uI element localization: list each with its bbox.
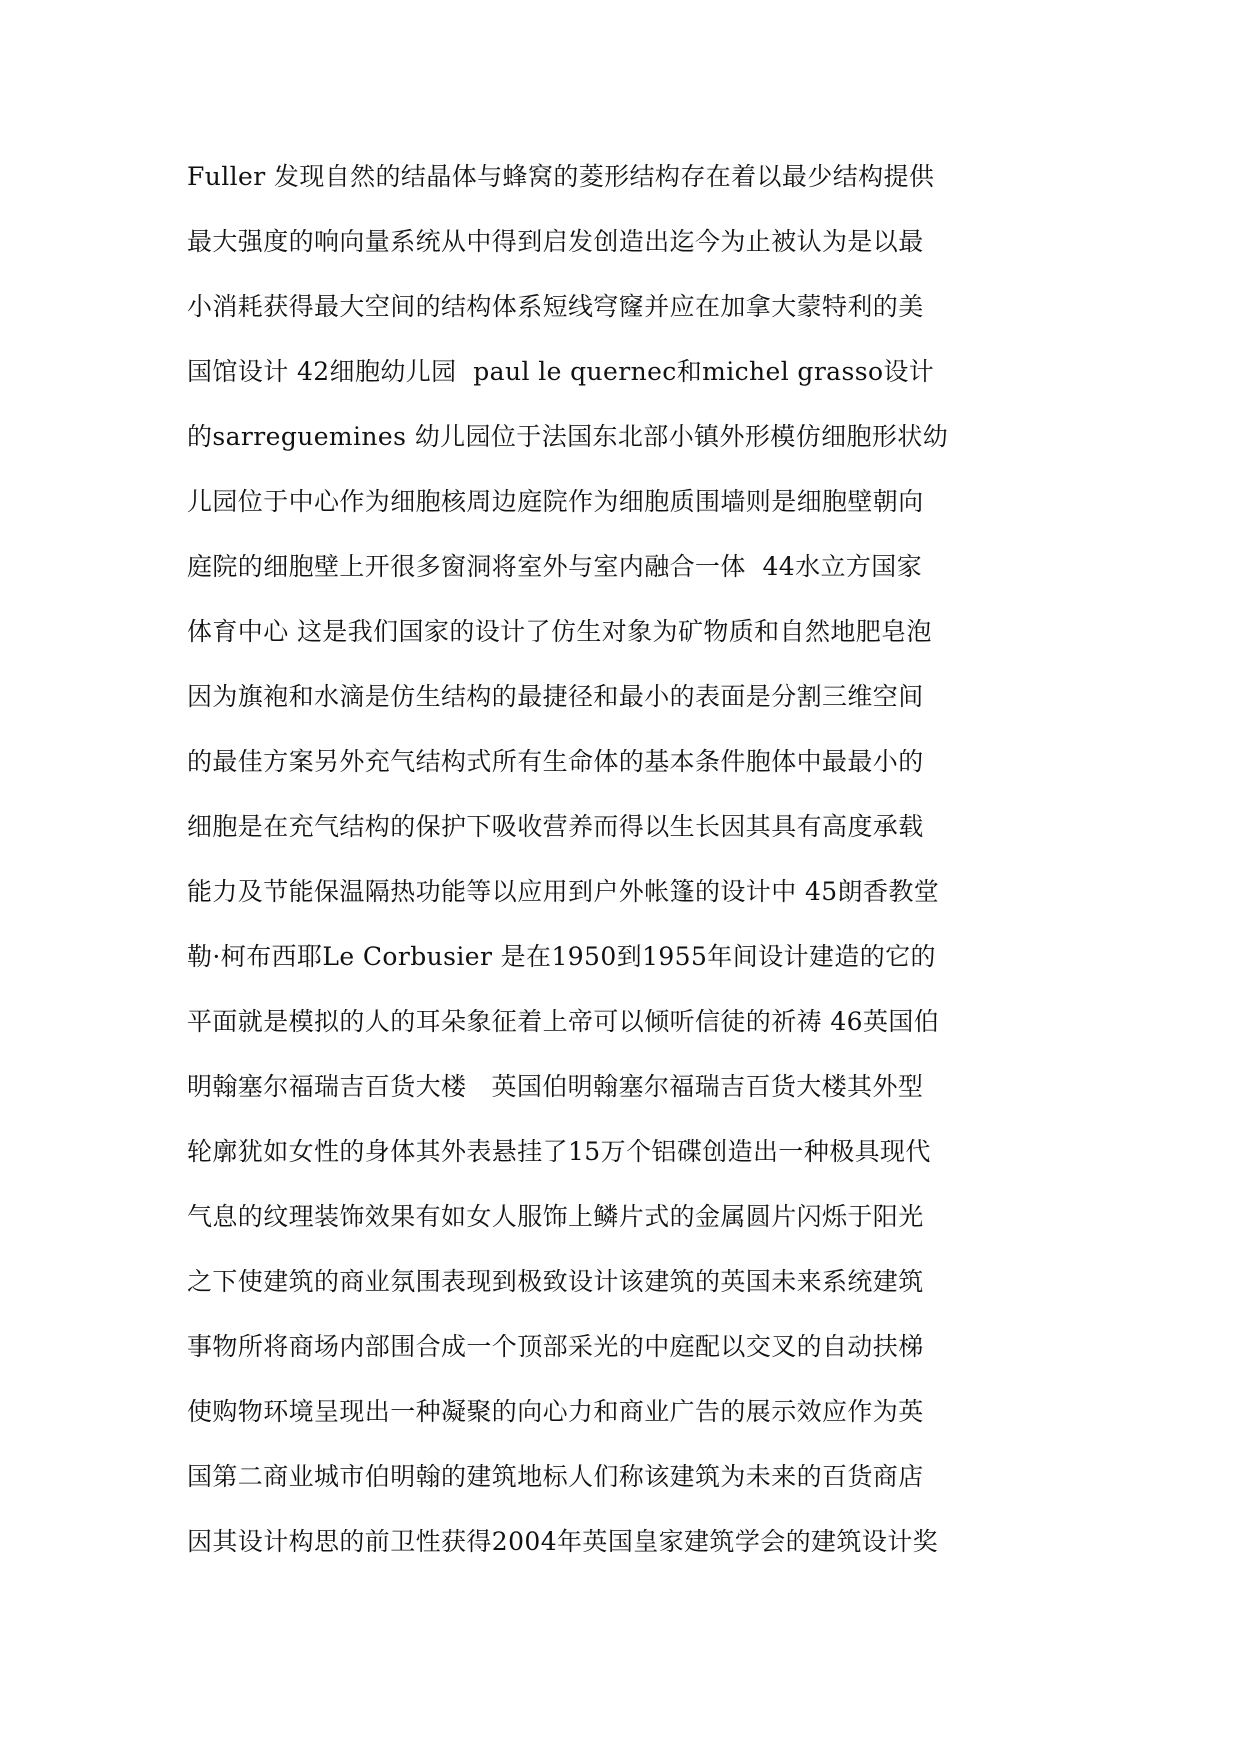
text-line: 事物所将商场内部围合成一个顶部采光的中庭配以交叉的自动扶梯 [187, 1332, 924, 1361]
body-text [187, 162, 1067, 1592]
text-line: 平面就是模拟的人的耳朵象征着上帝可以倾听信徒的祈祷 46英国伯 [187, 1007, 940, 1036]
text-line: 明翰塞尔福瑞吉百货大楼 英国伯明翰塞尔福瑞吉百货大楼其外型 [187, 1072, 924, 1101]
text-line: 能力及节能保温隔热功能等以应用到户外帐篷的设计中 45朗香教堂 [187, 877, 940, 906]
text-line: 因为旗袍和水滴是仿生结构的最捷径和最小的表面是分割三维空间 [187, 682, 924, 711]
text-line: 勒·柯布西耶Le Corbusier 是在1950到1955年间设计建造的它的 [187, 942, 936, 971]
text-line: 使购物环境呈现出一种凝聚的向心力和商业广告的展示效应作为英 [187, 1397, 924, 1426]
text-line: 的最佳方案另外充气结构式所有生命体的基本条件胞体中最最小的 [187, 747, 924, 776]
text-line: Fuller 发现自然的结晶体与蜂窝的菱形结构存在着以最少结构提供 [187, 162, 935, 191]
text-line: 因其设计构思的前卫性获得2004年英国皇家建筑学会的建筑设计奖 [187, 1527, 939, 1556]
text-line: 轮廓犹如女性的身体其外表悬挂了15万个铝碟创造出一种极具现代 [187, 1137, 931, 1166]
text-line: 细胞是在充气结构的保护下吸收营养而得以生长因其具有高度承载 [187, 812, 924, 841]
text-line: 国馆设计 42细胞幼儿园 paul le quernec和michel grasso设计 [187, 357, 935, 386]
text-line: 小消耗获得最大空间的结构体系短线穹窿并应在加拿大蒙特利的美 [187, 292, 924, 321]
text-line: 的sarreguemines 幼儿园位于法国东北部小镇外形模仿细胞形状幼 [187, 422, 949, 451]
text-line: 庭院的细胞壁上开很多窗洞将室外与室内融合一体 44水立方国家 [187, 552, 923, 581]
text-line: 气息的纹理装饰效果有如女人服饰上鳞片式的金属圆片闪烁于阳光 [187, 1202, 924, 1231]
text-line: 之下使建筑的商业氛围表现到极致设计该建筑的英国未来系统建筑 [187, 1267, 924, 1296]
text-line: 国第二商业城市伯明翰的建筑地标人们称该建筑为未来的百货商店 [187, 1462, 924, 1491]
text-line: 最大强度的响向量系统从中得到启发创造出迄今为止被认为是以最 [187, 227, 924, 256]
text-line: 体育中心 这是我们国家的设计了仿生对象为矿物质和自然地肥皂泡 [187, 617, 932, 646]
text-line: 儿园位于中心作为细胞核周边庭院作为细胞质围墙则是细胞壁朝向 [187, 487, 924, 516]
